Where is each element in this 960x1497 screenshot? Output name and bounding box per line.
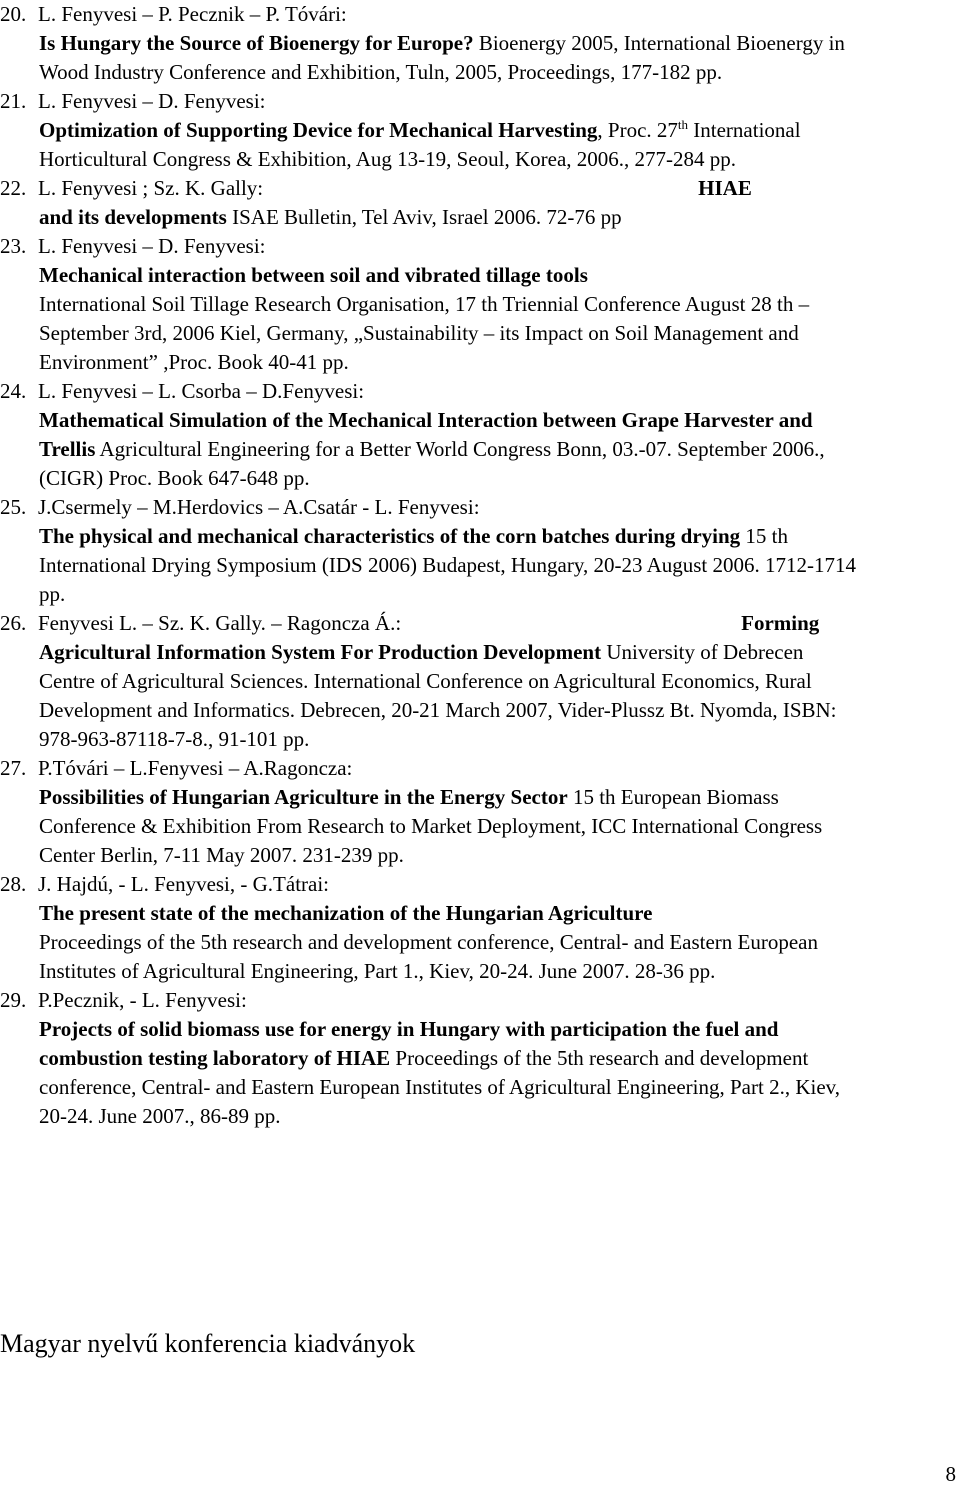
entry-details: Proceedings of the 5th research and development conference, Central- and Eastern European Institutes of Agricultural Engineering, Part 1., Kiev, 20-24. June 2007. 28-36 pp.	[39, 930, 818, 983]
publication-entry-22	[0, 174, 960, 232]
entry-number: 29.	[0, 988, 27, 1012]
entry-title: Optimization of Supporting Device for Mechanical Harvesting	[39, 118, 598, 142]
entry-title: Mechanical interaction between soil and vibrated tillage tools	[39, 263, 588, 287]
publication-entry-29	[0, 986, 960, 1131]
entry-authors: L. Fenyvesi – P. Pecznik – P. Tóvári:	[38, 2, 347, 26]
entry-title: The physical and mechanical characteristics of the corn batches during drying	[39, 524, 741, 548]
entry-number: 22.	[0, 176, 27, 200]
publication-entry-21	[0, 87, 960, 174]
publication-entry-25	[0, 493, 960, 609]
page-number: 8	[945, 1462, 956, 1486]
entry-number: 28.	[0, 872, 27, 896]
entry-details: University of Debrecen Centre of Agricultural Sciences. International Conference on Agricultural Economics, Rural Development and Informatics. Debrecen, 20-21 March 2007, Vider-Plussz Bt. Nyomda, ISBN: 978-963-87118-7-8., 91-101 pp.	[39, 640, 837, 751]
entry-title: Mathematical Simulation of the Mechanical Interaction between Grape Harvester and Trellis	[39, 408, 813, 461]
entry-details: 15 th International Drying Symposium (IDS 2006) Budapest, Hungary, 20-23 August 2006. 1712-1714 pp.	[39, 524, 856, 606]
entry-number: 24.	[0, 379, 27, 403]
entry-authors: J. Hajdú, - L. Fenyvesi, - G.Tátrai:	[38, 872, 330, 896]
entry-number: 21.	[0, 89, 27, 113]
entry-authors: L. Fenyvesi ; Sz. K. Gally:	[38, 176, 264, 200]
section-heading: Magyar nyelvű konferencia kiadványok	[0, 1329, 416, 1358]
entry-authors: P.Tóvári – L.Fenyvesi – A.Ragoncza:	[38, 756, 353, 780]
entry-title-cont: Agricultural Information System For Production Development	[39, 640, 602, 664]
entry-title: HIAE	[698, 176, 752, 200]
entry-details-cont: International Horticultural Congress & Exhibition, Aug 13-19, Seoul, Korea, 2006., 277-284 pp.	[39, 118, 801, 171]
entry-details: ISAE Bulletin, Tel Aviv, Israel 2006. 72-76 pp	[226, 205, 622, 229]
publication-entry-28	[0, 870, 960, 986]
entry-authors: L. Fenyvesi – L. Csorba – D.Fenyvesi:	[38, 379, 365, 403]
entry-authors: J.Csermely – M.Herdovics – A.Csatár - L. Fenyvesi:	[38, 495, 480, 519]
entry-number: 26.	[0, 611, 27, 635]
publication-entry-23	[0, 232, 960, 377]
entry-authors: Fenyvesi L. – Sz. K. Gally. – Ragoncza Á.:	[38, 611, 402, 635]
entry-number: 20.	[0, 2, 27, 26]
entry-authors: P.Pecznik, - L. Fenyvesi:	[38, 988, 247, 1012]
entry-title: The present state of the mechanization of the Hungarian Agriculture	[39, 901, 653, 925]
entry-title: Possibilities of Hungarian Agriculture in the Energy Sector	[39, 785, 568, 809]
entry-number: 27.	[0, 756, 27, 780]
entry-details: 15 th European Biomass Conference & Exhibition From Research to Market Deployment, ICC International Congress Center Berlin, 7-11 May 2007. 231-239 pp.	[39, 785, 823, 867]
entry-title: Is Hungary the Source of Bioenergy for Europe?	[39, 31, 474, 55]
publication-entry-26	[0, 609, 960, 754]
publication-entry-24	[0, 377, 960, 493]
entry-details: , Proc. 27	[597, 118, 678, 142]
entry-details: Proceedings of the 5th research and development conference, Central- and Eastern European Institutes of Agricultural Engineering, Part 2., Kiev, 20-24. June 2007., 86-89 pp.	[39, 1046, 841, 1128]
entry-authors: L. Fenyvesi – D. Fenyvesi:	[38, 89, 266, 113]
publication-entry-20	[0, 0, 960, 87]
entry-title: Projects of solid biomass use for energy in Hungary with participation the fuel and combustion testing laboratory of HIAE	[39, 1017, 779, 1070]
entry-authors: L. Fenyvesi – D. Fenyvesi:	[38, 234, 266, 258]
entry-title-cont: and its developments	[39, 205, 227, 229]
entry-details: Bioenergy 2005, International Bioenergy in Wood Industry Conference and Exhibition, Tuln, 2005, Proceedings, 177-182 pp.	[39, 31, 845, 84]
entry-number: 25.	[0, 495, 27, 519]
entry-details: Agricultural Engineering for a Better World Congress Bonn, 03.-07. September 2006., (CIGR) Proc. Book 647-648 pp.	[39, 437, 825, 490]
publication-entry-27	[0, 754, 960, 870]
entry-title: Forming	[741, 611, 820, 635]
entry-details: International Soil Tillage Research Organisation, 17 th Triennial Conference August 28 th – September 3rd, 2006 Kiel, Germany, „Sustainability – its Impact on Soil Management and Environment” ,Proc. Book 40-41 pp.	[39, 292, 810, 374]
entry-number: 23.	[0, 234, 27, 258]
superscript: th	[677, 117, 689, 132]
